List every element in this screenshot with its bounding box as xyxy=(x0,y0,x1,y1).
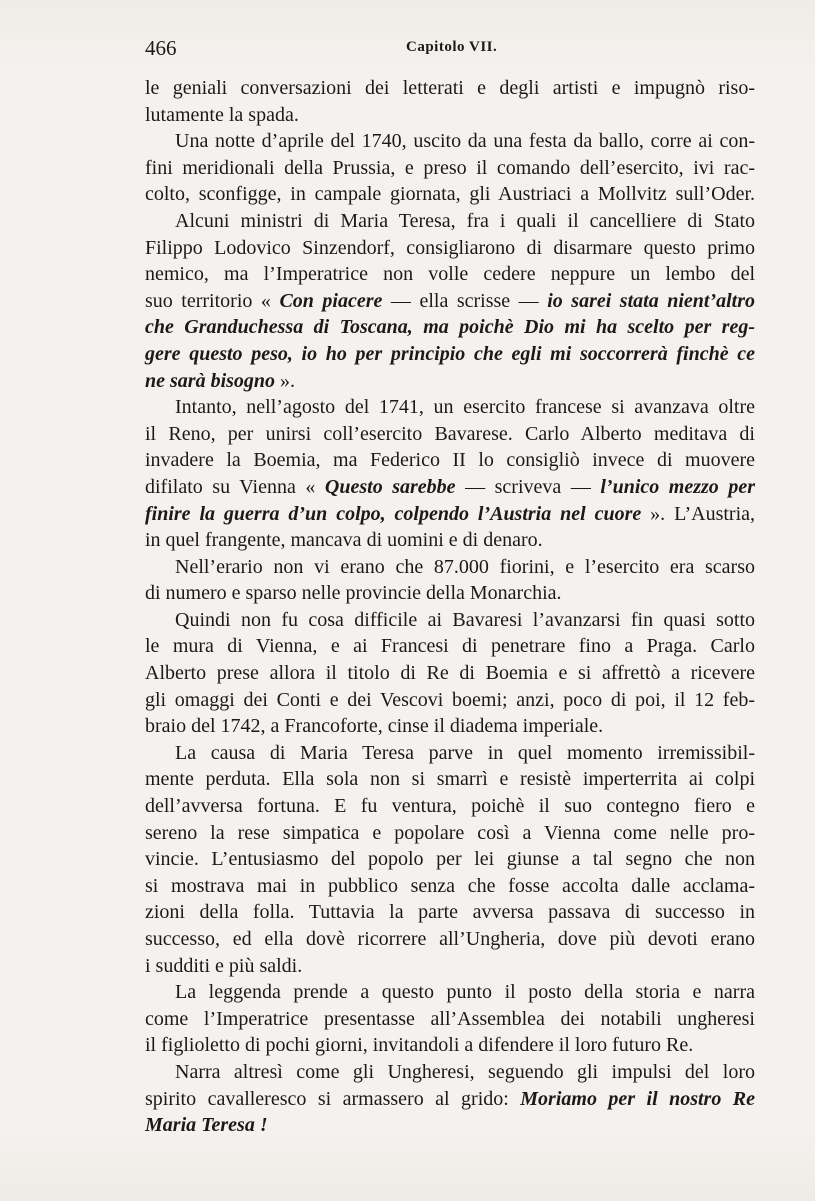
text-run: Nell’erario non vi erano che 87.000 fiorini, e l’esercito era scarso xyxy=(175,555,755,578)
text-line xyxy=(145,474,755,501)
text-line xyxy=(145,261,755,288)
running-head: Capitolo VII. xyxy=(406,39,498,55)
italic-quote: Con piacere xyxy=(279,289,383,312)
text-line xyxy=(145,1112,755,1139)
text-line xyxy=(145,314,755,341)
text-line xyxy=(145,926,755,953)
page-number: 466 xyxy=(145,36,177,60)
text-line xyxy=(145,235,755,262)
text-line xyxy=(145,899,755,926)
text-run: i sudditi e più saldi. xyxy=(145,954,303,977)
text-line xyxy=(145,633,755,660)
text-run: di numero e sparso nelle provincie della Monarchia. xyxy=(145,582,562,605)
text-run: le mura di Vienna, e ai Francesi di penetrare fino a Praga. Carlo xyxy=(145,635,755,658)
body-text xyxy=(145,75,755,1139)
text-line xyxy=(145,421,755,448)
text-run: si mostrava mai in pubblico senza che fosse accolta dalle acclama- xyxy=(145,874,755,897)
text-run: mente perduta. Ella sola non si smarrì e resistè imperterrita ai colpi xyxy=(145,768,755,791)
text-run: La leggenda prende a questo punto il posto della storia e narra xyxy=(175,981,755,1004)
text-line xyxy=(145,181,755,208)
text-run: il figlioletto di pochi giorni, invitandoli a difendere il loro futuro Re. xyxy=(145,1034,694,1057)
text-line xyxy=(145,75,755,102)
text-line xyxy=(145,740,755,767)
text-run: Narra altresì come gli Ungheresi, seguendo gli impulsi del loro xyxy=(175,1060,755,1083)
text-run: il Reno, per unirsi coll’esercito Bavarese. Carlo Alberto meditava di xyxy=(145,422,755,445)
italic-quote: gere questo peso, io ho per principio che egli mi soccorrerà finchè ce xyxy=(145,342,755,365)
text-run: Intanto, nell’agosto del 1741, un esercito francese si avanzava oltre xyxy=(175,396,755,419)
text-line xyxy=(145,368,755,395)
text-run: successo, ed ella dovè ricorrere all’Ungheria, dove più devoti erano xyxy=(145,928,755,950)
text-run: Quindi non fu cosa difficile ai Bavaresi l’avanzarsi fin quasi sotto xyxy=(175,608,755,631)
text-run: sereno la rese simpatica e popolare così a Vienna come nelle pro- xyxy=(145,821,755,844)
text-line xyxy=(145,155,755,182)
italic-quote: Maria Teresa ! xyxy=(145,1114,268,1137)
text-run: zioni della folla. Tuttavia la parte avversa passava di successo in xyxy=(145,901,755,924)
text-run: colto, sconfigge, in campale giornata, gli Austriaci a Mollvitz sull’Oder. xyxy=(145,183,755,206)
italic-quote: finire la guerra d’un colpo, colpendo l’Austria nel cuore xyxy=(145,502,642,525)
italic-quote: che Granduchessa di Toscana, ma poichè Dio mi ha scelto per reg- xyxy=(145,316,755,339)
text-run: gli omaggi dei Conti e dei Vescovi boemi; anzi, poco di poi, il 12 feb- xyxy=(145,688,755,711)
text-run: Filippo Lodovico Sinzendorf, consigliarono di disarmare questo primo xyxy=(145,236,755,259)
text-run: ». L’Austria, xyxy=(641,502,756,525)
text-line xyxy=(145,1032,755,1059)
text-line xyxy=(145,607,755,634)
text-run: fini meridionali della Prussia, e preso il comando dell’esercito, ivi rac- xyxy=(145,156,755,179)
text-run: Alcuni ministri di Maria Teresa, fra i quali il cancelliere di Stato xyxy=(175,209,755,232)
text-run: in quel frangente, mancava di uomini e di denaro. xyxy=(145,529,543,552)
text-line xyxy=(145,208,755,235)
text-run: braio del 1742, a Francoforte, cinse il diadema imperiale. xyxy=(145,715,604,738)
text-line xyxy=(145,1006,755,1033)
text-line xyxy=(145,554,755,581)
text-line xyxy=(145,953,755,980)
text-run: — ella scrisse — xyxy=(382,289,548,312)
text-line xyxy=(145,102,755,129)
text-line xyxy=(145,1059,755,1086)
text-line xyxy=(145,979,755,1006)
italic-quote: io sarei stata nient’altro xyxy=(547,289,756,312)
text-line xyxy=(145,288,755,315)
text-line xyxy=(145,793,755,820)
text-line xyxy=(145,341,755,368)
italic-quote: l’unico mezzo per xyxy=(600,475,755,498)
text-run: difilato su Vienna « xyxy=(145,475,325,498)
text-run: spirito cavalleresco si armassero al grido: xyxy=(145,1087,521,1110)
italic-quote: Questo sarebbe xyxy=(324,475,456,498)
text-run: — scriveva — xyxy=(455,475,601,498)
text-line xyxy=(145,846,755,873)
text-run: vincie. L’entusiasmo del popolo per lei giunse a tal segno che non xyxy=(145,848,755,871)
italic-quote: ne sarà bisogno xyxy=(145,369,276,392)
text-line xyxy=(145,873,755,900)
text-line xyxy=(145,128,755,155)
text-run: Una notte d’aprile del 1740, uscito da una festa da ballo, corre ai con- xyxy=(175,130,755,153)
text-line xyxy=(145,394,755,421)
italic-quote: Moriamo per il nostro Re xyxy=(520,1087,755,1110)
text-run: invadere la Boemia, ma Federico II lo consigliò invece di muovere xyxy=(145,449,755,472)
text-run: nemico, ma l’Imperatrice non volle cedere neppure un lembo del xyxy=(145,263,755,286)
text-run: le geniali conversazioni dei letterati e degli artisti e impugnò riso- xyxy=(145,77,755,99)
text-run: come l’Imperatrice presentasse all’Assemblea dei notabili ungheresi xyxy=(145,1007,755,1030)
text-line xyxy=(145,660,755,687)
text-run: La causa di Maria Teresa parve in quel momento irremissibil- xyxy=(175,741,755,764)
text-line xyxy=(145,527,755,554)
text-run: Alberto prese allora il titolo di Re di Boemia e si affrettò a ricevere xyxy=(145,662,755,685)
text-run: ». xyxy=(275,369,296,392)
text-line xyxy=(145,501,755,528)
text-run: suo territorio « xyxy=(145,289,280,312)
text-run: dell’avversa fortuna. E fu ventura, poichè il suo contegno fiero e xyxy=(145,795,755,818)
page-header xyxy=(145,36,753,66)
text-line xyxy=(145,687,755,714)
text-line xyxy=(145,713,755,740)
text-line xyxy=(145,580,755,607)
text-line xyxy=(145,820,755,847)
text-line xyxy=(145,766,755,793)
text-run: lutamente la spada. xyxy=(145,103,299,126)
text-line xyxy=(145,447,755,474)
text-line xyxy=(145,1086,755,1113)
